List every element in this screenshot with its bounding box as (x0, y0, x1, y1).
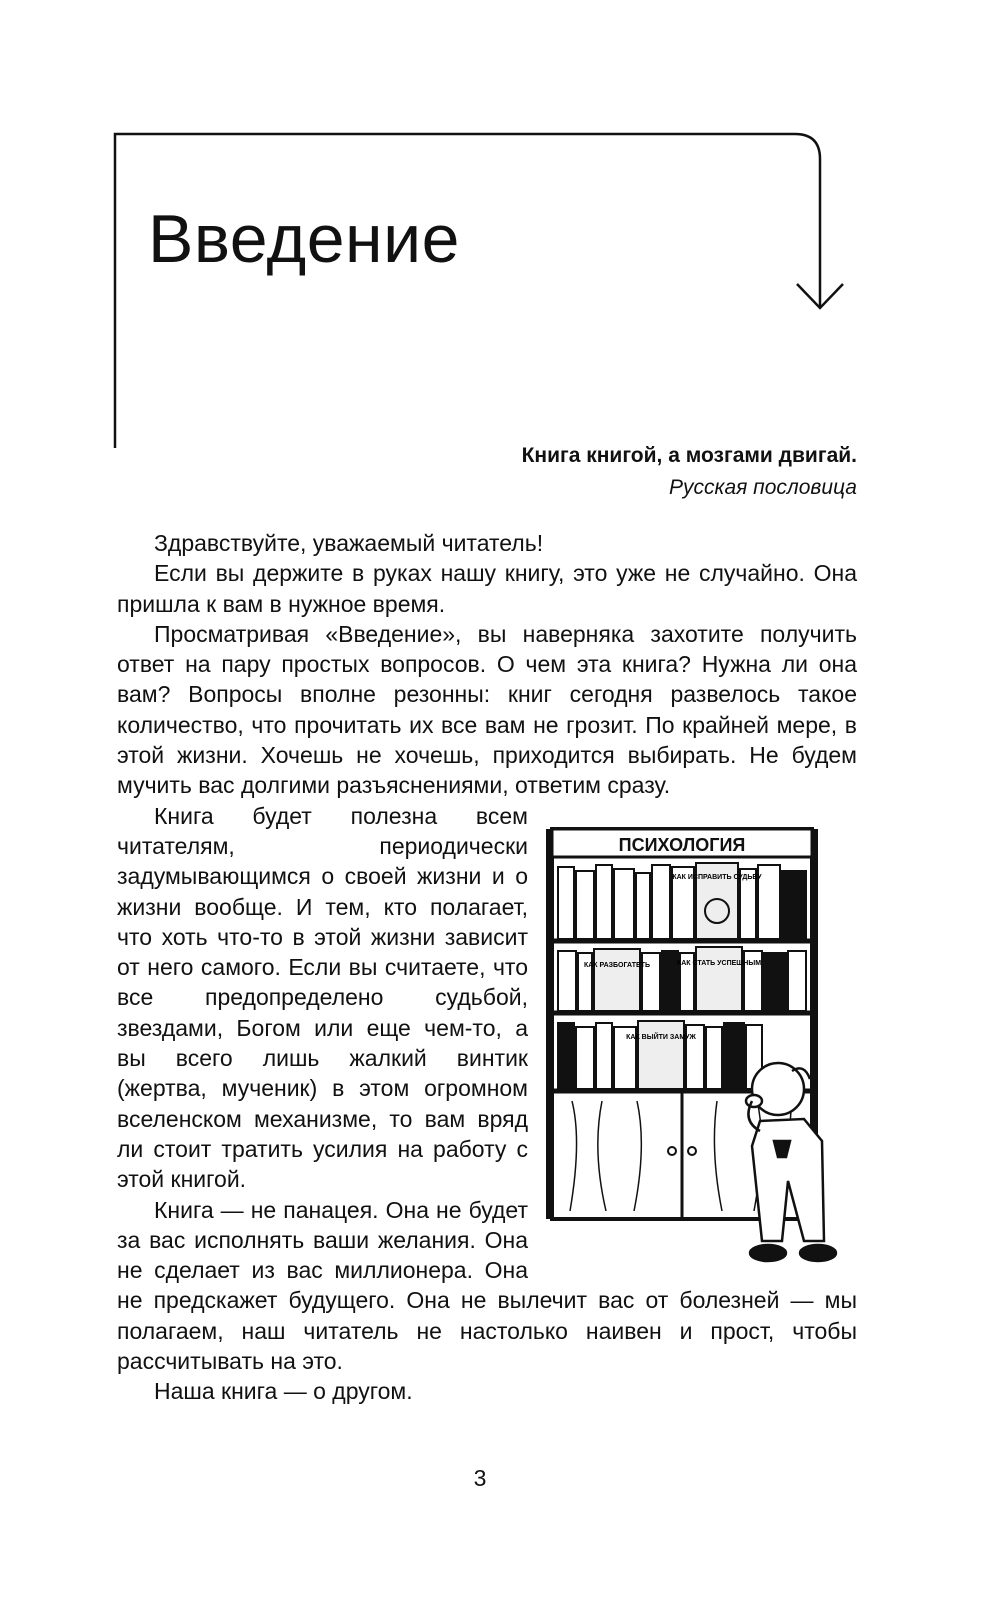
paragraph: Наша книга — о другом. (154, 1378, 413, 1405)
paragraph: Если вы держите в руках нашу книгу, это уже не случайно. Она пришла к вам в нужное время. (117, 560, 857, 617)
bookshelf-illustration (542, 801, 887, 1267)
paragraph: Книга — не панацея. Она не будет за вас исполнять ваши желания. Она не сделает из вас миллионера. Она не предскажет будущего. Она не вылечит вас от болезней — мы полагаем, наш читатель не настолько наивен и прост, чтобы рассчитывать на это. (117, 1196, 857, 1375)
page-number: 3 (473, 1465, 487, 1491)
book-title: КАК РАЗБОГАТЕТЬ (583, 961, 651, 969)
paragraph: Книга будет полезна всем читателям, периодически задумывающимся о своей жизни и о жизни вообще. И тем, кто полагает, что хоть что-то в этой жизни зависит от него самого. Если вы считаете, что все предопределено судьбой, звездами, Богом или еще чем-то, а вы всего лишь жалкий винтик (жертва, мученик) в этом огромном вселенском механизме, то вам вряд ли стоит тратить усилия на работу с этой книгой. (117, 802, 528, 1193)
paragraph: Просматривая «Введение», вы наверняка захотите получить ответ на пару простых вопросов. О чем эта книга? Нужна ли она вам? Вопросы вполне резонны: книг сегодня развелось такое количество, что прочитать их все вам не грозит. По крайней мере, в этой жизни. Хочешь не хочешь, приходится выбирать. Не будем мучить вас долгими разъяснениями, ответим сразу. (117, 620, 857, 799)
body-text (117, 528, 857, 1407)
epigraph-source: Русская пословица (669, 476, 857, 499)
book-title: КАК СТАТЬ УСПЕШНЫМ (676, 959, 762, 967)
epigraph (522, 440, 857, 504)
reader-figure (746, 1063, 836, 1261)
shelf-title: ПСИХОЛОГИЯ (618, 834, 746, 855)
epigraph-quote: Книга книгой, а мозгами двигай. (521, 444, 857, 467)
book-title: КАК ИСПРАВИТЬ СУДЬБУ (672, 873, 762, 881)
paragraph: Здравствуйте, уважаемый читатель! (154, 530, 544, 556)
book-title: КАК ВЫЙТИ ЗАМУЖ (626, 1033, 696, 1041)
chapter-title: Введение (148, 201, 460, 277)
paragraph-with-illustration (117, 801, 857, 1407)
